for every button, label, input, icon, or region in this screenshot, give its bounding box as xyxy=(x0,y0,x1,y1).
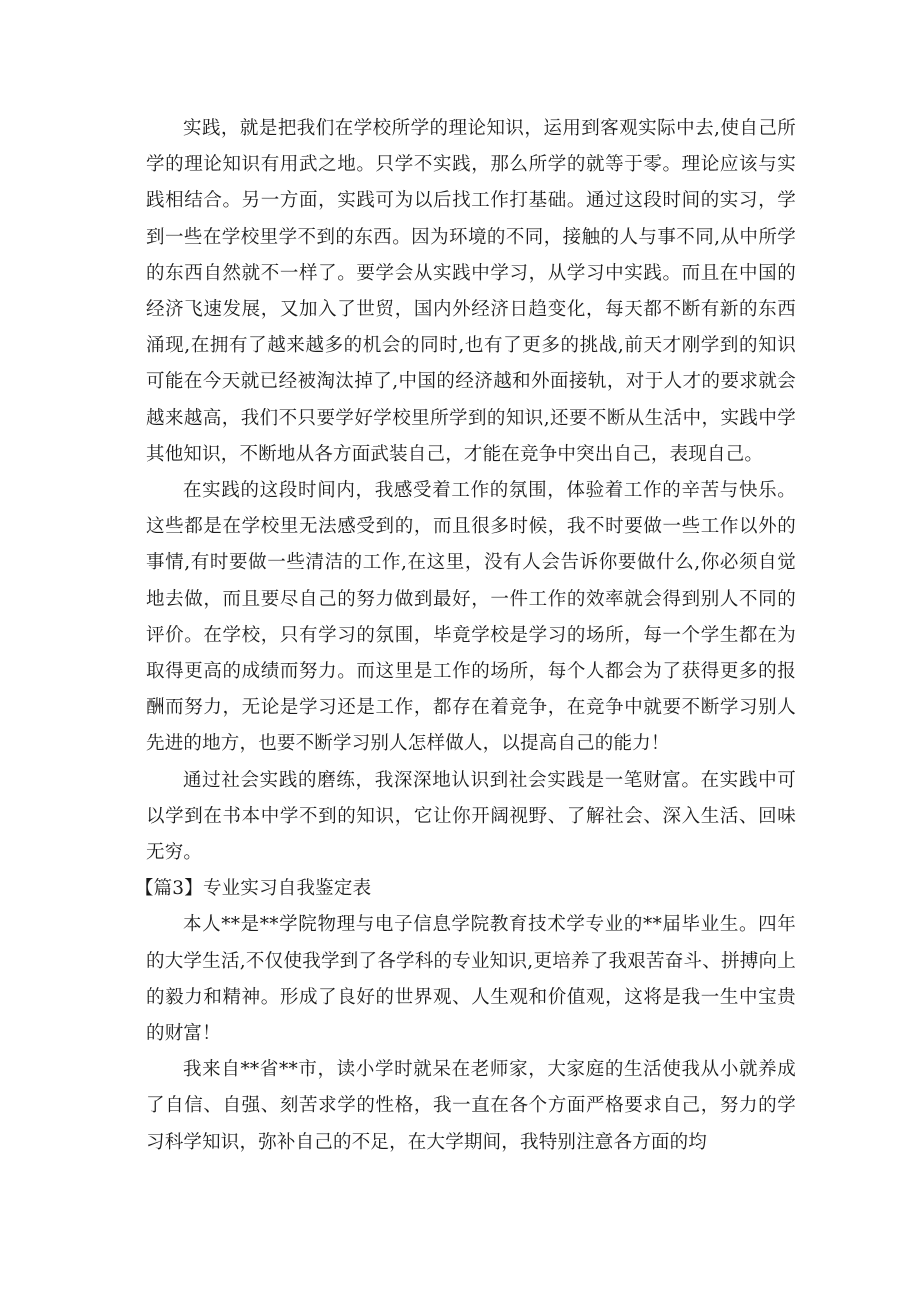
paragraph-background: 我来自**省**市，读小学时就呆在老师家，大家庭的生活使我从小就养成了自信、自强、刻苦求学的性格，我一直在各个方面严格要求自己，努力的学习科学知识，弥补自己的不足，在大学期间，我特别注意各方面的均 xyxy=(146,1059,796,1153)
paragraph-work-experience: 在实践的这段时间内，我感受着工作的氛围，体验着工作的辛苦与快乐。这些都是在学校里无法感受到的，而且很多时候，我不时要做一些工作以外的事情,有时要做一些清洁的工作,在这里，没有人会告诉你要做什么,你必须自觉地去做，而且要尽自己的努力做到最好，一件工作的效率就会得到别人不同的评价。在学校，只有学习的氛围，毕竟学校是学习的场所，每一个学生都在为取得更高的成绩而努力。而这里是工作的场所，每个人都会为了获得更多的报酬而努力，无论是学习还是工作，都存在着竞争，在竞争中就要不断学习别人先进的地方，也要不断学习别人怎样做人，以提高自己的能力！ xyxy=(146,480,796,755)
paragraph-self-introduction: 本人**是**学院物理与电子信息学院教育技术学专业的**届毕业生。四年的大学生活,不仅使我学到了各学科的专业知识,更培养了我艰苦奋斗、拼搏向上的毅力和精神。形成了良好的世界观、人生观和价值观，这将是我一生中宝贵的财富！ xyxy=(146,914,796,1045)
document-body xyxy=(134,111,796,1161)
section-heading: 【篇3】专业实习自我鉴定表 xyxy=(134,878,372,900)
paragraph-social-practice: 通过社会实践的磨练，我深深地认识到社会实践是一笔财富。在实践中可以学到在书本中学不到的知识，它让你开阔视野、了解社会、深入生活、回味无穷。 xyxy=(146,769,796,864)
paragraph-practice-theory: 实践，就是把我们在学校所学的理论知识，运用到客观实际中去,使自己所学的理论知识有用武之地。只学不实践，那么所学的就等于零。理论应该与实践相结合。另一方面，实践可为以后找工作打基础。通过这段时间的实习，学到一些在学校里学不到的东西。因为环境的不同，接触的人与事不同,从中所学的东西自然就不一样了。要学会从实践中学习，从学习中实践。而且在中国的经济飞速发展，又加入了世贸，国内外经济日趋变化，每天都不断有新的东西涌现,在拥有了越来越多的机会的同时,也有了更多的挑战,前天才刚学到的知识可能在今天就已经被淘汰掉了,中国的经济越和外面接轨，对于人才的要求就会越来越高，我们不只要学好学校里所学到的知识,还要不断从生活中，实践中学其他知识，不断地从各方面武装自己，才能在竞争中突出自己，表现自己。 xyxy=(146,118,796,465)
